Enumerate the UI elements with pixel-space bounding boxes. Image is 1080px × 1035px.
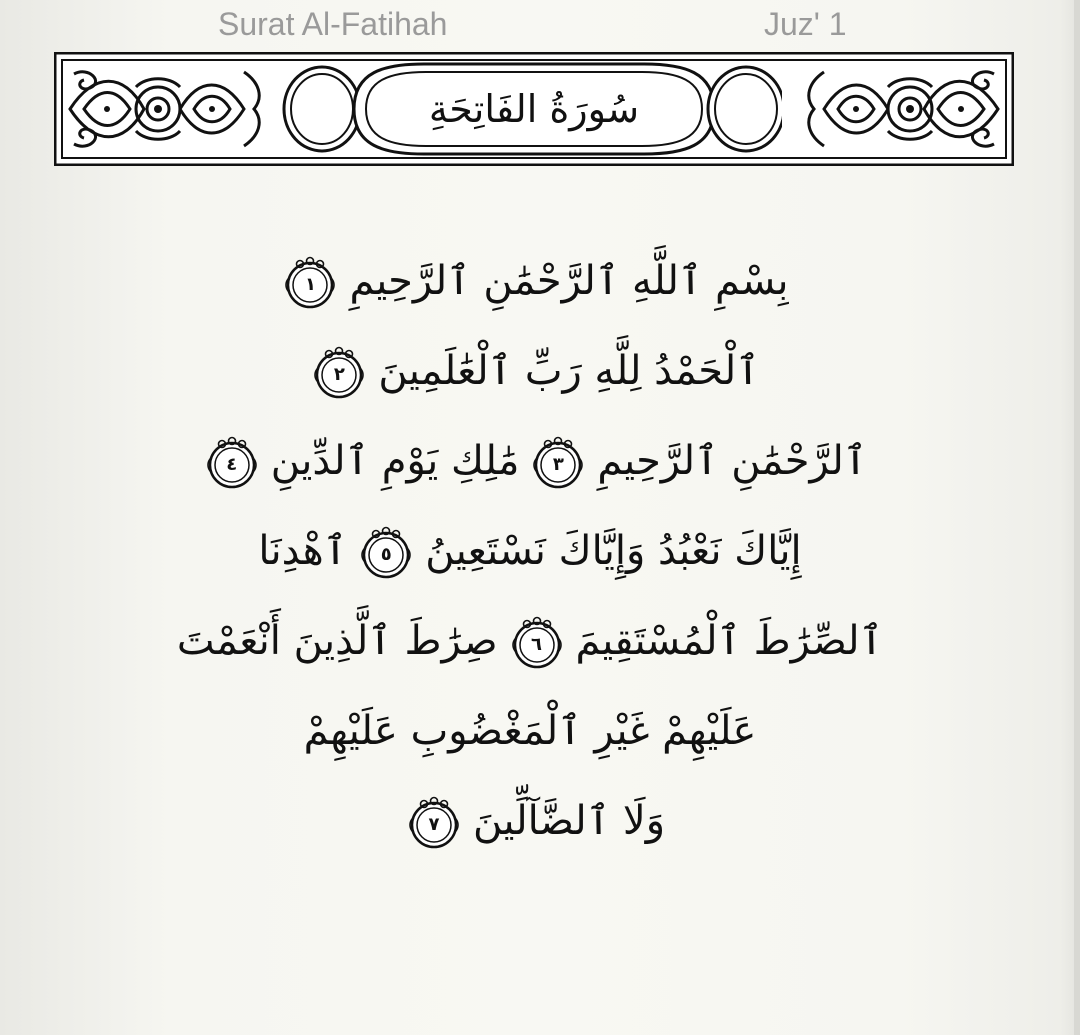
- verse-line: [150, 236, 910, 326]
- verse-text: ٱلرَّحْمَٰنِ ٱلرَّحِيمِ: [597, 438, 868, 484]
- ayah-number: ١: [304, 274, 316, 295]
- verse-text: إِيَّاكَ نَعْبُدُ وَإِيَّاكَ نَسْتَعِينُ: [425, 528, 802, 574]
- verse-line: [150, 416, 910, 506]
- ayah-number: ٢: [333, 364, 345, 385]
- ayah-number-marker: [205, 436, 259, 490]
- verse-text: مَٰلِكِ يَوْمِ ٱلدِّينِ: [270, 438, 520, 484]
- ayah-number-marker: [283, 256, 337, 310]
- verse-line: [150, 776, 910, 866]
- verse-text: بِسْمِ ٱللَّهِ ٱلرَّحْمَٰنِ ٱلرَّحِيمِ: [349, 258, 789, 304]
- ayah-number-marker: [407, 796, 461, 850]
- surah-title-text: سُورَةُ الفَاتِحَةِ: [428, 87, 640, 131]
- ayah-number-marker: [510, 616, 564, 670]
- verse-text: عَلَيْهِمْ غَيْرِ ٱلْمَغْضُوبِ عَلَيْهِمْ: [303, 708, 757, 754]
- ayah-number: ٥: [380, 544, 392, 565]
- ayah-number: ٤: [226, 454, 238, 475]
- verse-line: [150, 326, 910, 416]
- verse-text: صِرَٰطَ ٱلَّذِينَ أَنْعَمْتَ: [176, 618, 498, 664]
- verse-text: وَلَا ٱلضَّآلِّينَ: [472, 798, 666, 844]
- surah-name-header: Surat Al-Fatihah: [218, 6, 448, 42]
- page-edge: [1074, 0, 1080, 1035]
- verse-line: [150, 686, 910, 776]
- juz-number-header: Juz' 1: [764, 6, 847, 42]
- ayah-number: ٣: [552, 454, 564, 475]
- banner-ornament-right: [782, 64, 1002, 154]
- verse-text: ٱهْدِنَا: [258, 528, 348, 574]
- ayah-number: ٦: [531, 634, 543, 655]
- verse-text-block: [150, 236, 910, 866]
- verse-line: [150, 506, 910, 596]
- ayah-number-marker: [531, 436, 585, 490]
- surah-title-banner: [54, 52, 1014, 166]
- ayah-number: ٧: [428, 814, 440, 835]
- ayah-number-marker: [359, 526, 413, 580]
- banner-ornament-left: [66, 64, 286, 154]
- verse-text: ٱلْحَمْدُ لِلَّهِ رَبِّ ٱلْعَٰلَمِينَ: [378, 348, 760, 394]
- verse-line: [150, 596, 910, 686]
- verse-text: ٱلصِّرَٰطَ ٱلْمُسْتَقِيمَ: [575, 618, 884, 664]
- ayah-number-marker: [312, 346, 366, 400]
